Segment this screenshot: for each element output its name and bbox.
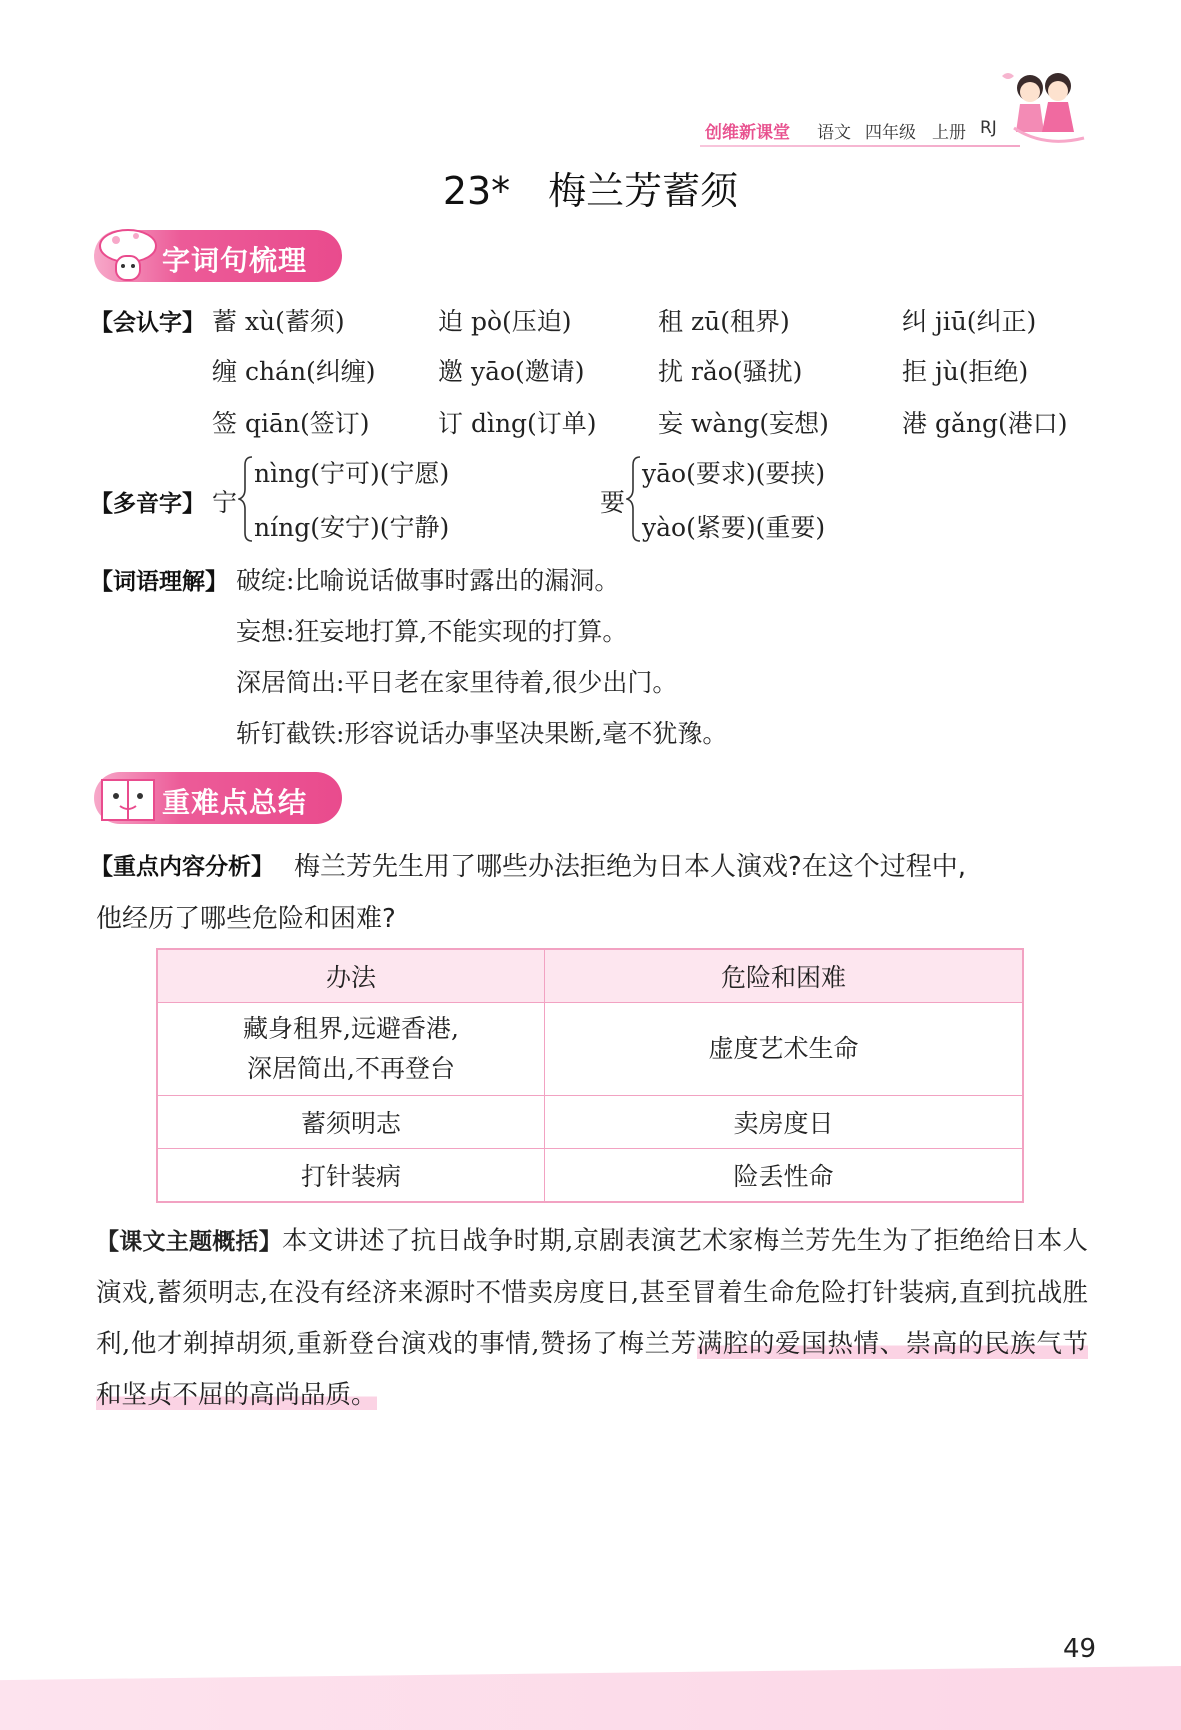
recognize-label: 【会认字】 — [90, 310, 205, 336]
section-title: 重难点总结 — [162, 786, 308, 819]
polyphone-label: 【多音字】 — [90, 491, 205, 517]
recognize-item: 蓄 xù(蓄须) — [212, 307, 345, 336]
method-line: 深居简出,不再登台 — [247, 1054, 455, 1083]
section-badge-vocabulary — [94, 230, 342, 282]
recognize-item: 港 gǎng(港口) — [902, 409, 1068, 438]
table-row — [157, 1149, 1023, 1203]
recognize-item: 拒 jù(拒绝) — [902, 357, 1029, 386]
theme-highlight: 满腔的爱国热情、崇高的民族气节和坚贞不屈的高尚品质。 — [96, 1329, 1088, 1410]
lesson-title: 梅兰芳蓄须 — [548, 169, 739, 213]
vocab-item: 斩钉截铁:形容说话办事坚决果断,毫不犹豫。 — [236, 719, 728, 748]
lesson-number: 23* — [442, 169, 511, 213]
volume: 上册 — [932, 123, 966, 143]
polyphone-reading: yāo(要求)(要挟) — [642, 459, 826, 488]
analysis-label: 【重点内容分析】 — [90, 854, 274, 880]
table-row — [157, 1096, 1023, 1149]
polyphone-char: 要 — [600, 488, 626, 517]
column-header: 办法 — [157, 949, 545, 1003]
column-header: 危险和困难 — [545, 949, 1024, 1003]
polyphone-reading: nìng(宁可)(宁愿) — [254, 459, 450, 488]
table-cell-risk: 卖房度日 — [545, 1096, 1024, 1149]
table-cell-method — [157, 1003, 545, 1096]
mushroom-mascot-icon — [96, 224, 160, 286]
analysis-question: 梅兰芳先生用了哪些办法拒绝为日本人演戏?在这个过程中, — [294, 852, 967, 882]
polyphone-reading: yào(紧要)(重要) — [642, 513, 826, 542]
method-line: 藏身租界,远避香港, — [243, 1014, 459, 1043]
brace-icon — [626, 455, 642, 543]
vocab-item: 深居简出:平日老在家里待着,很少出门。 — [236, 668, 678, 697]
page-title — [0, 160, 1181, 215]
table-cell-method: 打针装病 — [157, 1149, 545, 1203]
vocab-item: 破绽:比喻说话做事时露出的漏洞。 — [236, 566, 620, 595]
recognize-item: 租 zū(租界) — [658, 307, 790, 336]
brand-name: 创维新课堂 — [705, 123, 790, 143]
recognize-item: 妄 wàng(妄想) — [658, 409, 829, 438]
polyphone-reading: níng(安宁)(宁静) — [254, 513, 450, 542]
recognize-item: 签 qiān(签订) — [212, 409, 370, 438]
polyphone-char: 宁 — [212, 488, 238, 517]
recognize-item: 订 dìng(订单) — [438, 409, 597, 438]
brace-icon — [238, 455, 254, 543]
book-header — [700, 118, 1120, 142]
footer-band — [0, 1666, 1181, 1730]
edition: RJ — [980, 118, 997, 138]
section-badge-key-points — [94, 772, 342, 824]
analysis-question: 他经历了哪些危险和困难? — [96, 904, 396, 934]
recognize-item: 邀 yāo(邀请) — [438, 357, 585, 386]
recognize-item: 缠 chán(纠缠) — [212, 357, 376, 386]
vocab-label: 【词语理解】 — [90, 569, 228, 595]
book-mascot-icon — [96, 766, 160, 828]
recognize-item: 纠 jiū(纠正) — [902, 307, 1037, 336]
theme-text: 本文讲述了抗日战争时期,京剧表演艺术家梅兰芳先生为了拒绝给日本人演戏,蓄须明志,在没有经济来源时不惜卖房度日,甚至冒着生命危险打针装病,直到抗战胜利,他才剃掉胡须,重新登台演戏的事情,赞扬了梅兰芳 — [96, 1226, 1089, 1359]
recognize-item: 迫 pò(压迫) — [438, 307, 572, 336]
section-title: 字词句梳理 — [162, 244, 308, 277]
grade: 四年级 — [865, 123, 916, 143]
header-divider — [700, 145, 1020, 147]
theme-summary — [96, 1216, 1088, 1421]
vocab-item: 妄想:狂妄地打算,不能实现的打算。 — [236, 617, 628, 646]
table-row — [157, 1003, 1023, 1096]
table-header-row — [157, 949, 1023, 1003]
subject: 语文 — [817, 123, 851, 143]
methods-table — [156, 948, 1024, 1203]
table-cell-method: 蓄须明志 — [157, 1096, 545, 1149]
recognize-item: 扰 rǎo(骚扰) — [658, 357, 803, 386]
page-number: 49 — [1063, 1634, 1097, 1664]
theme-label: 【课文主题概括】 — [96, 1229, 282, 1255]
table-cell-risk: 险丢性命 — [545, 1149, 1024, 1203]
table-cell-risk: 虚度艺术生命 — [545, 1003, 1024, 1096]
